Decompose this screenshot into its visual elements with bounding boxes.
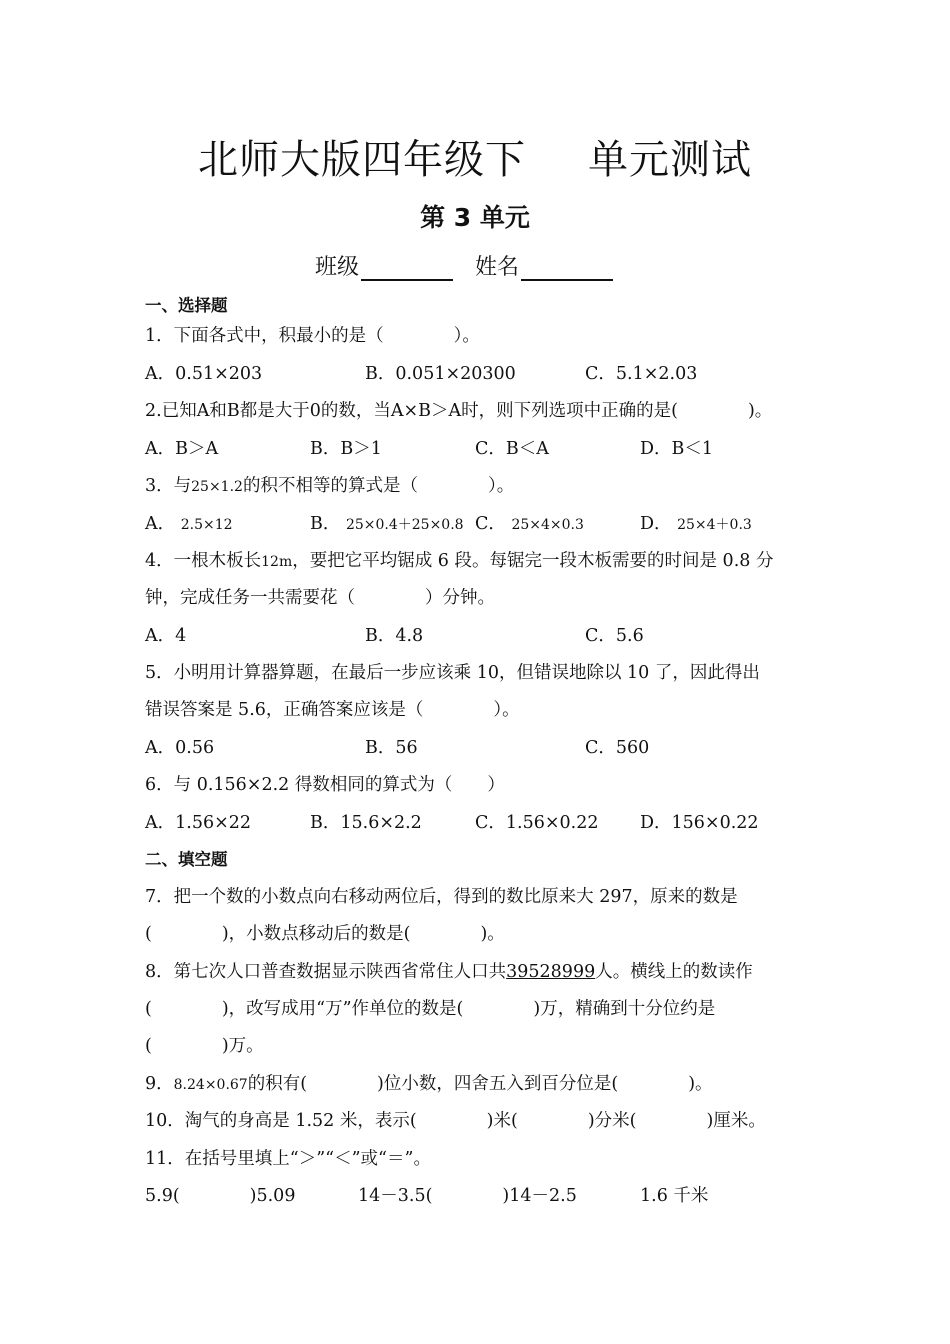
name-label: 姓名 [475, 255, 520, 280]
q3-option-d[interactable] [640, 510, 752, 535]
q11-stem: 11．在括号里填上“＞”“＜”或“＝”。 [145, 1149, 431, 1169]
q4-stem-line2: 钟，完成任务一共需要花（ ）分钟。 [145, 588, 495, 608]
q5-stem-line2: 错误答案是 5.6，正确答案应该是（ ）。 [145, 700, 520, 720]
class-name-line [0, 250, 950, 281]
q8-post: 人。横线上的数读作 [595, 962, 753, 982]
q7-stem-line1: 7．把一个数的小数点向右移动两位后，得到的数比原来大 297，原来的数是 [145, 887, 738, 907]
q10-stem: 10．淘气的身高是 1.52 米，表示( )米( )分米( )厘米。 [145, 1111, 766, 1131]
q9-stem [145, 1070, 713, 1095]
q2-option-d[interactable]: D．B＜1 [640, 439, 714, 459]
q3-option-b[interactable] [310, 510, 464, 535]
q3-stem [145, 472, 514, 497]
q3-option-a[interactable] [145, 510, 233, 535]
q8-pre: 8．第七次人口普查数据显示陕西省常住人口共 [145, 962, 507, 982]
q9-expr: 8.24×0.67 [173, 1077, 248, 1093]
q3-option-c[interactable] [475, 510, 584, 535]
q3-a-expr: 2.5×12 [180, 517, 233, 533]
q2-option-c[interactable]: C．B＜A [475, 439, 549, 459]
title-right: 单元测试 [588, 137, 752, 183]
q11-compare-1[interactable]: 5.9( )5.09 [145, 1186, 296, 1206]
q3-d-letter: D． [640, 514, 672, 534]
title-left: 北师大版四年级下 [198, 137, 526, 183]
q8-stem-line2: ( )，改写成用“万”作单位的数是( )万，精确到十分位约是 [145, 999, 716, 1019]
q1-stem: 1．下面各式中，积最小的是（ ）。 [145, 326, 480, 346]
q3-a-letter: A． [145, 514, 176, 534]
q9-post: 的积有( )位小数，四舍五入到百分位是( )。 [247, 1074, 713, 1094]
q4-option-b[interactable]: B．4.8 [365, 626, 424, 646]
q6-option-b[interactable]: B．15.6×2.2 [310, 813, 422, 833]
q6-option-a[interactable]: A．1.56×22 [145, 813, 252, 833]
q7-stem-line2: ( )，小数点移动后的数是( )。 [145, 924, 505, 944]
q6-option-d[interactable]: D．156×0.22 [640, 813, 759, 833]
q6-stem: 6．与 0.156×2.2 得数相同的算式为（ ） [145, 775, 505, 795]
q8-population-number: 39528999 [506, 962, 596, 982]
q3-pre: 3．与 [145, 476, 192, 496]
q8-stem-line3: ( )万。 [145, 1036, 264, 1056]
q11-compare-3[interactable]: 1.6 千米 [640, 1186, 709, 1206]
q4-stem-line1 [145, 547, 773, 572]
unit-heading: 第 3 单元 [420, 203, 530, 232]
q6-option-c[interactable]: C．1.56×0.22 [475, 813, 599, 833]
q1-option-b[interactable]: B．0.051×20300 [365, 364, 516, 384]
q11-compare-2[interactable]: 14－3.5( )14－2.5 [358, 1186, 577, 1206]
page-title [0, 128, 950, 185]
q3-expr: 25×1.2 [191, 479, 243, 495]
q9-pre: 9． [145, 1074, 174, 1094]
q8-stem-line1 [145, 958, 753, 983]
q4-length: 12m [261, 554, 293, 570]
q3-post: 的积不相等的算式是（ ）。 [242, 476, 515, 496]
q2-option-a[interactable]: A．B＞A [145, 439, 219, 459]
q4-post: ，要把它平均锯成 6 段。每锯完一段木板需要的时间是 0.8 分 [292, 551, 774, 571]
q5-option-c[interactable]: C．560 [585, 738, 650, 758]
name-blank[interactable] [521, 255, 613, 281]
q2-option-b[interactable]: B．B＞1 [310, 439, 382, 459]
q5-option-b[interactable]: B．56 [365, 738, 418, 758]
q4-option-c[interactable]: C．5.6 [585, 626, 644, 646]
q3-d-expr: 25×4＋0.3 [677, 517, 752, 533]
q3-b-expr: 25×0.4＋25×0.8 [345, 517, 464, 533]
q3-c-expr: 25×4×0.3 [511, 517, 584, 533]
class-blank[interactable] [361, 255, 453, 281]
q5-stem-line1: 5．小明用计算器算题，在最后一步应该乘 10，但错误地除以 10 了，因此得出 [145, 663, 760, 683]
q2-stem: 2.已知A和B都是大于0的数，当A×B＞A时，则下列选项中正确的是( )。 [145, 401, 773, 421]
q5-option-a[interactable]: A．0.56 [145, 738, 215, 758]
q1-option-c[interactable]: C．5.1×2.03 [585, 364, 698, 384]
q4-option-a[interactable]: A．4 [145, 626, 187, 646]
q4-pre: 4．一根木板长 [145, 551, 262, 571]
section-heading-choice: 一、选择题 [145, 296, 228, 315]
q1-option-a[interactable]: A．0.51×203 [145, 364, 263, 384]
class-label: 班级 [314, 255, 359, 280]
q3-b-letter: B． [310, 514, 341, 534]
section-heading-fill: 二、填空题 [145, 850, 228, 869]
q3-c-letter: C． [475, 514, 506, 534]
